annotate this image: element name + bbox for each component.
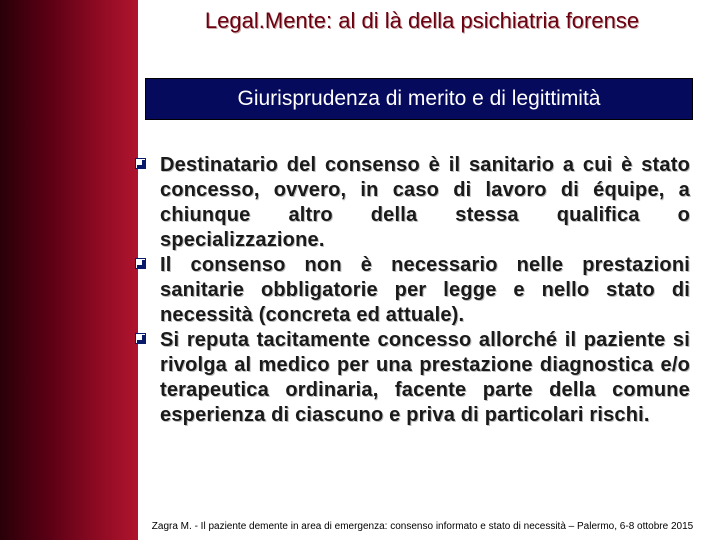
slide-header-title: Legal.Mente: al di là della psichiatria forense [204,8,640,33]
decorative-side-band [0,0,138,540]
bullet-text: Si reputa tacitamente concesso allorché il paziente si rivolga al medico per una prestazione diagnostica e/o terapeutica ordinaria, facente parte della comune esperienza di ciascuno e priva di particolari rischi. [160,329,690,426]
checkbox-bullet-icon [135,258,146,269]
checkbox-bullet-icon [135,158,146,169]
bullet-item [160,153,690,253]
footer-citation: Zagra M. - Il paziente demente in area di emergenza: consenso informato e stato di necessità – Palermo, 6-8 ottobre 2015 [151,521,694,532]
bullet-text: Destinatario del consenso è il sanitario a cui è stato concesso, ovvero, in caso di lavoro di équipe, a chiunque altro della stessa qualifica o specializzazione. [160,154,690,251]
bullet-text: Il consenso non è necessario nelle prestazioni sanitarie obbligatorie per legge e nello stato di necessità (concreta ed attuale). [160,254,690,326]
bullet-list [160,153,690,428]
checkbox-bullet-icon [135,333,146,344]
bullet-item [160,328,690,428]
section-title: Giurisprudenza di merito e di legittimità [237,87,601,110]
bullet-item [160,253,690,328]
section-title-banner [145,78,693,120]
